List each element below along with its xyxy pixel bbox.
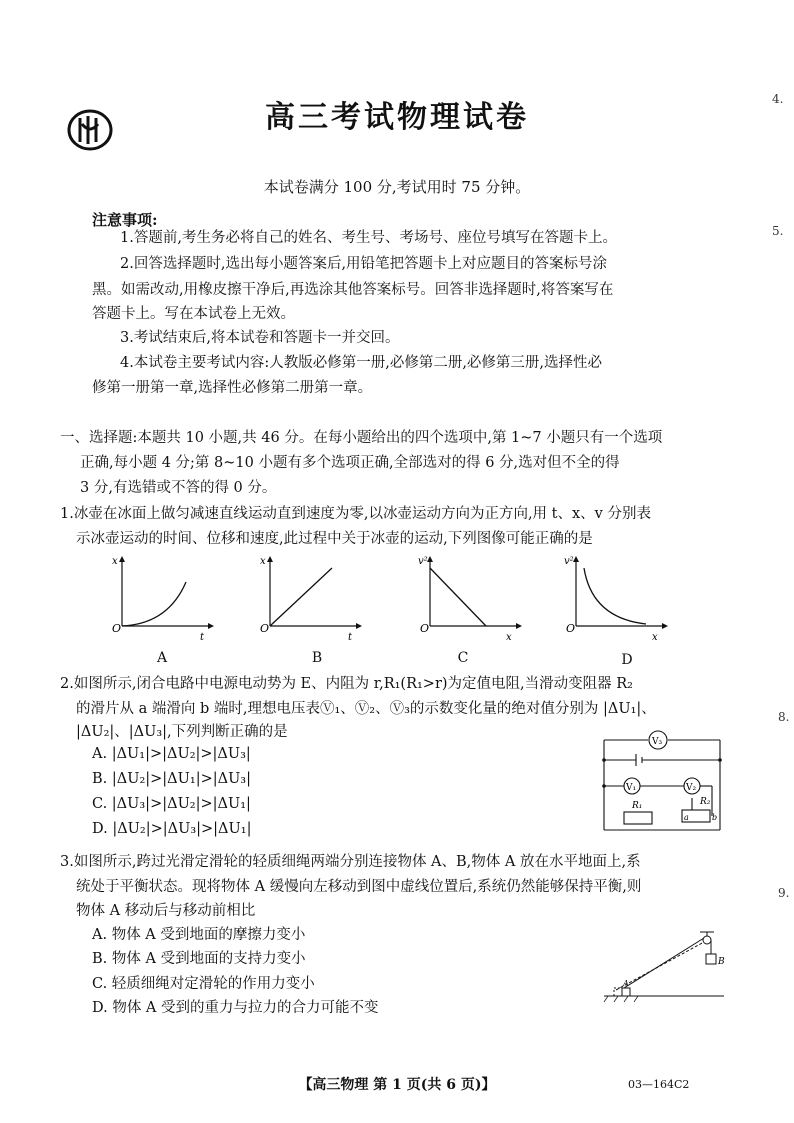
graph-label-d: D (621, 652, 633, 668)
terminal-b-label: b (712, 813, 718, 822)
graph-x-label: t (348, 632, 353, 643)
q3-option-d: D. 物体 A 受到的重力与拉力的合力可能不变 (92, 1000, 379, 1016)
note-line: 1.答题前,考生务必将自己的姓名、考生号、考场号、座位号填写在答题卡上。 (120, 230, 617, 246)
graph-origin: O (566, 622, 576, 635)
figure-label-b: B (718, 957, 725, 967)
note-line: 4.本试卷主要考试内容:人教版必修第一册,必修第二册,必修第三册,选择性必 (120, 355, 603, 371)
q3-option-a: A. 物体 A 受到地面的摩擦力变小 (92, 927, 306, 943)
q2-stem: 2.如图所示,闭合电路中电源电动势为 E、内阻为 r,R₁(R₁>r)为定值电阻,当滑动变阻器 R₂ (60, 676, 633, 692)
note-line: 修第一册第一章,选择性必修第二册第一章。 (92, 380, 373, 396)
page-footer: 【高三物理 第 1 页(共 6 页)】 (298, 1077, 496, 1093)
graph-label-c: C (457, 650, 469, 666)
note-line: 2.回答选择题时,选出每小题答案后,用铅笔把答题卡上对应题目的答案标号涂 (120, 256, 608, 272)
note-line: 黑。如需改动,用橡皮擦干净后,再选涂其他答案标号。回答非选择题时,将答案写在 (92, 282, 614, 298)
q3-option-b: B. 物体 A 受到地面的支持力变小 (92, 951, 306, 967)
notes-heading: 注意事项: (92, 211, 158, 229)
section-line: 3 分,有选错或不答的得 0 分。 (80, 480, 277, 496)
section-line: 正确,每小题 4 分;第 8~10 小题有多个选项正确,全部选对的得 6 分,选对但不全的得 (80, 455, 620, 471)
q2-stem: 的滑片从 a 端滑向 b 端时,理想电压表Ⓥ₁、Ⓥ₂、Ⓥ₃的示数变化量的绝对值分别为 |ΔU₁|、 (76, 701, 656, 717)
figure-label-a: A (623, 979, 629, 988)
margin-mark: 4. (772, 92, 784, 106)
meter-v1-label: V₁ (626, 783, 637, 793)
margin-mark: 9. (778, 886, 790, 900)
q1-stem: 示冰壶运动的时间、位移和速度,此过程中关于冰壶的运动,下列图像可能正确的是 (76, 531, 593, 547)
circuit-diagram (596, 728, 726, 838)
graph-y-label: v² (564, 556, 574, 567)
graph-x-label: x (506, 632, 512, 643)
meter-v2-label: V₂ (686, 783, 697, 793)
page-title: 高三考试物理试卷 (265, 100, 529, 135)
note-line: 答题卡上。写在本试卷上无效。 (92, 306, 295, 322)
graph-a (108, 552, 218, 652)
graph-y-label: x (260, 556, 266, 567)
terminal-a-label: a (684, 813, 689, 822)
q2-option-d: D. |ΔU₂|>|ΔU₃|>|ΔU₁| (92, 821, 252, 837)
margin-mark: 8. (778, 710, 790, 724)
graph-y-label: v² (418, 556, 428, 567)
q2-option-b: B. |ΔU₂|>|ΔU₁|>|ΔU₃| (92, 771, 251, 787)
q3-stem: 统处于平衡状态。现将物体 A 缓慢向左移动到图中虚线位置后,系统仍然能够保持平衡,则 (76, 879, 642, 895)
q2-stem: |ΔU₂|、|ΔU₃|,下列判断正确的是 (76, 724, 288, 740)
q2-option-a: A. |ΔU₁|>|ΔU₂|>|ΔU₃| (92, 746, 251, 762)
graph-d (562, 552, 672, 652)
graph-c (416, 552, 526, 652)
note-line: 3.考试结束后,将本试卷和答题卡一并交回。 (120, 330, 400, 346)
exam-code: 03—164C2 (628, 1078, 690, 1091)
q3-option-c: C. 轻质细绳对定滑轮的作用力变小 (92, 976, 315, 992)
graph-label-b: B (311, 650, 323, 666)
graph-label-a: A (156, 650, 168, 666)
graph-x-label: x (652, 632, 658, 643)
pulley-figure (600, 922, 730, 1004)
q3-stem: 物体 A 移动后与移动前相比 (76, 903, 256, 919)
graph-y-label: x (112, 556, 118, 567)
graph-x-label: t (200, 632, 205, 643)
margin-mark: 5. (772, 224, 784, 238)
graph-b (256, 552, 366, 652)
q1-stem: 1.冰壶在冰面上做匀减速直线运动直到速度为零,以冰壶运动方向为正方向,用 t、x、v 分别表 (60, 506, 651, 522)
resistor-r2-label: R₂ (700, 797, 711, 807)
exam-info: 本试卷满分 100 分,考试用时 75 分钟。 (263, 178, 531, 196)
q3-stem: 3.如图所示,跨过光滑定滑轮的轻质细绳两端分别连接物体 A、B,物体 A 放在水平地面上,系 (60, 854, 641, 870)
meter-v3-label: V₃ (652, 737, 663, 747)
resistor-r1-label: R₁ (632, 801, 643, 811)
graph-origin: O (112, 622, 122, 635)
graph-origin: O (260, 622, 270, 635)
section-heading: 一、选择题:本题共 10 小题,共 46 分。在每小题给出的四个选项中,第 1~7 小题只有一个选项 (60, 430, 663, 446)
graph-origin: O (420, 622, 430, 635)
q2-option-c: C. |ΔU₃|>|ΔU₂|>|ΔU₁| (92, 796, 251, 812)
